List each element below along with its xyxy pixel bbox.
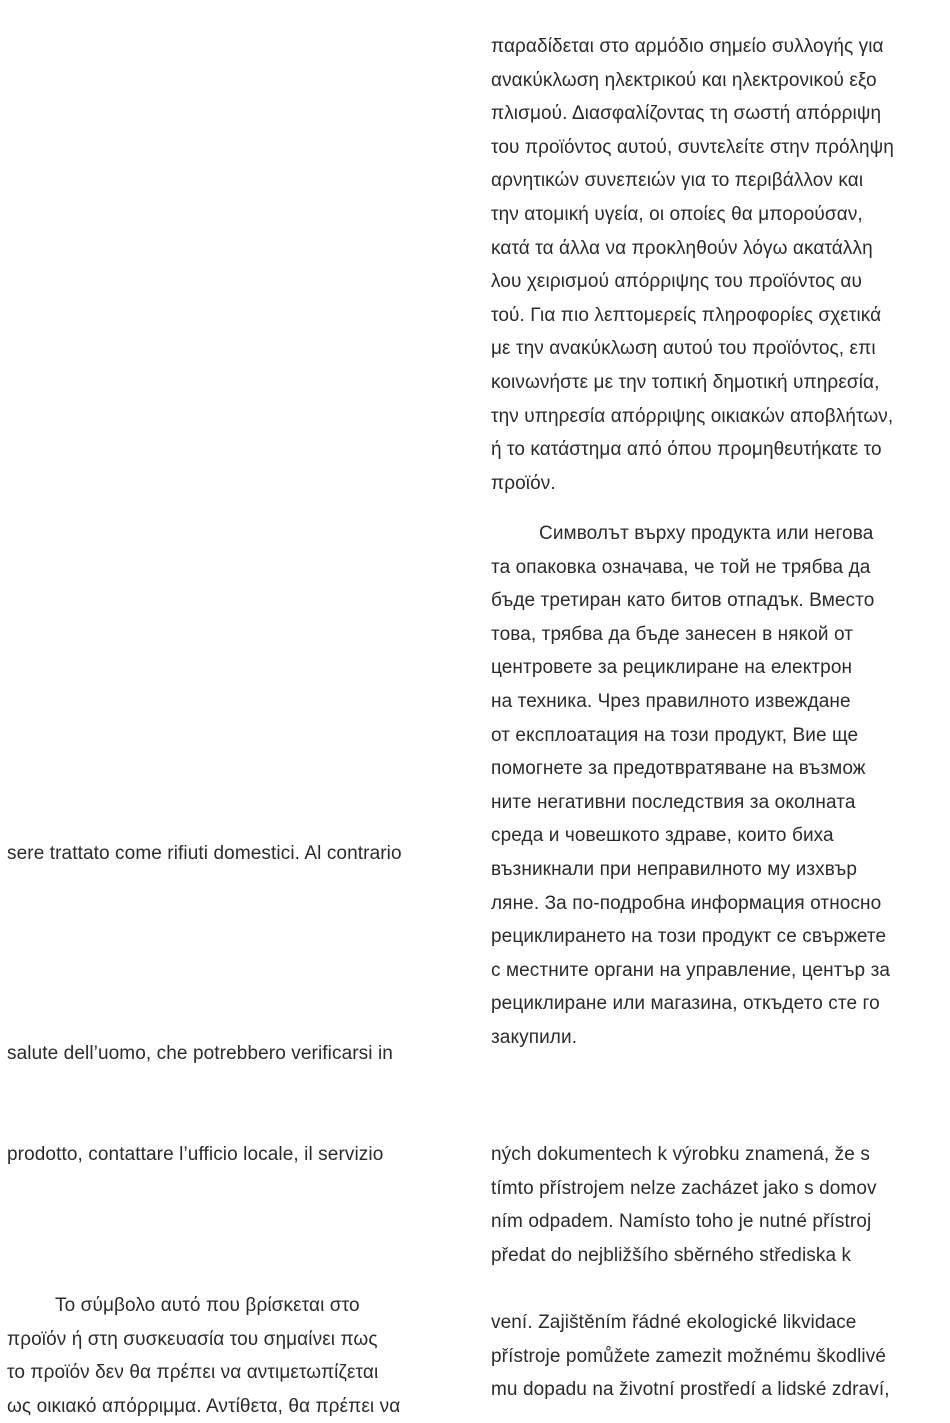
text-line: αρνητικών συνεπειών για το περιβάλλον και <box>491 170 864 192</box>
text-line: ляне. За по-подробна информация относно <box>491 892 882 914</box>
text-line: του προϊόντος αυτού, συντελείτε στην πρόληψη <box>491 136 894 158</box>
text-line: среда и човешкото здраве, които биха <box>491 825 834 847</box>
italian-fragment-2 <box>7 1037 467 1071</box>
text-line: prodotto, contattare l’ufficio locale, il servizio <box>7 1144 384 1165</box>
text-line: бъде третиран като битов отпадък. Вместо <box>491 590 875 612</box>
czech-paragraph-b <box>491 1306 946 1407</box>
text-line: ή το κατάστημα από όπου προμηθευτήκατε το <box>491 439 882 461</box>
text-line: το προϊόν δεν θα πρέπει να αντιμετωπίζεται <box>7 1362 379 1384</box>
text-line: това, трябва да бъде занесен в някой от <box>491 623 854 645</box>
text-line: κοινωνήστε με την τοπική δημοτική υπηρεσία, <box>491 371 880 393</box>
text-line: tímto přístrojem nelze zacházet jako s domov <box>491 1177 877 1199</box>
text-line: закупили. <box>491 1026 578 1048</box>
text-line: центровете за рециклиране на електрон <box>491 657 853 679</box>
greek-paragraph-start <box>7 1289 467 1423</box>
text-line: την ατομική υγεία, οι οποίες θα μπορούσαν, <box>491 203 863 225</box>
czech-paragraph-a <box>491 1138 946 1272</box>
text-line: πλισμού. Διασφαλίζοντας τη σωστή απόρριψη <box>491 103 882 125</box>
text-line: с местните органи на управление, център за <box>491 959 891 981</box>
text-line: ných dokumentech k výrobku znamená, že s <box>491 1144 870 1165</box>
text-line: ως οικιακό απόρριμμα. Αντίθετα, θα πρέπει να <box>7 1395 401 1417</box>
text-line: ανακύκλωση ηλεκτρικού και ηλεκτρονικού εξο <box>491 69 877 91</box>
text-line: sere trattato come rifiuti domestici. Al contrario <box>7 843 402 864</box>
text-line: та опаковка означава, че той не трябва да <box>491 556 871 578</box>
text-line: παραδίδεται στο αρμόδιο σημείο συλλογής για <box>491 36 884 57</box>
text-line: възникнали при неправилното му изхвър <box>491 858 857 880</box>
greek-paragraph-continued <box>491 30 946 500</box>
italian-fragment-3 <box>7 1138 467 1172</box>
bulgarian-paragraph <box>491 517 946 1055</box>
text-line: помогнете за предотвратяване на възмож <box>491 758 866 780</box>
text-line: κατά τα άλλα να προκληθούν λόγω ακατάλλη <box>491 237 873 259</box>
text-line: salute dell’uomo, che potrebbero verificarsi in <box>7 1043 393 1064</box>
text-line: přístroje pomůžete zamezit možnému škodlivé <box>491 1345 887 1367</box>
text-line: Символът върху продукта или негова <box>539 523 874 544</box>
text-line: předat do nejbližšího sběrného střediska k <box>491 1244 852 1266</box>
text-line: τού. Για πιο λεπτομερείς πληροφορίες σχετικά <box>491 304 882 326</box>
text-line: рециклиране или магазина, откъдето сте го <box>491 993 880 1015</box>
text-line: vení. Zajištěním řádné ekologické likvidace <box>491 1312 857 1333</box>
italian-fragment-1 <box>7 837 467 871</box>
text-line: την υπηρεσία απόρριψης οικιακών αποβλήτων, <box>491 405 894 427</box>
text-line: με την ανακύκλωση αυτού του προϊόντος, επι <box>491 338 876 360</box>
text-line: рециклирането на този продукт се свържете <box>491 926 887 948</box>
text-line: λου χειρισμού απόρριψης του προϊόντος αυ <box>491 271 862 293</box>
text-line: προϊόν ή στη συσκευασία του σημαίνει πως <box>7 1328 378 1350</box>
text-line: ním odpadem. Namísto toho je nutné přístroj <box>491 1211 872 1233</box>
text-line: от експлоатация на този продукт, Вие ще <box>491 724 859 746</box>
text-line: προϊόν. <box>491 472 556 494</box>
text-line: ните негативни последствия за околната <box>491 791 856 813</box>
text-line: Το σύμβολο αυτό που βρίσκεται στο <box>55 1295 360 1316</box>
text-line: mu dopadu na životní prostředí a lidské zdraví, <box>491 1379 890 1401</box>
text-line: на техника. Чрез правилното извеждане <box>491 690 851 712</box>
